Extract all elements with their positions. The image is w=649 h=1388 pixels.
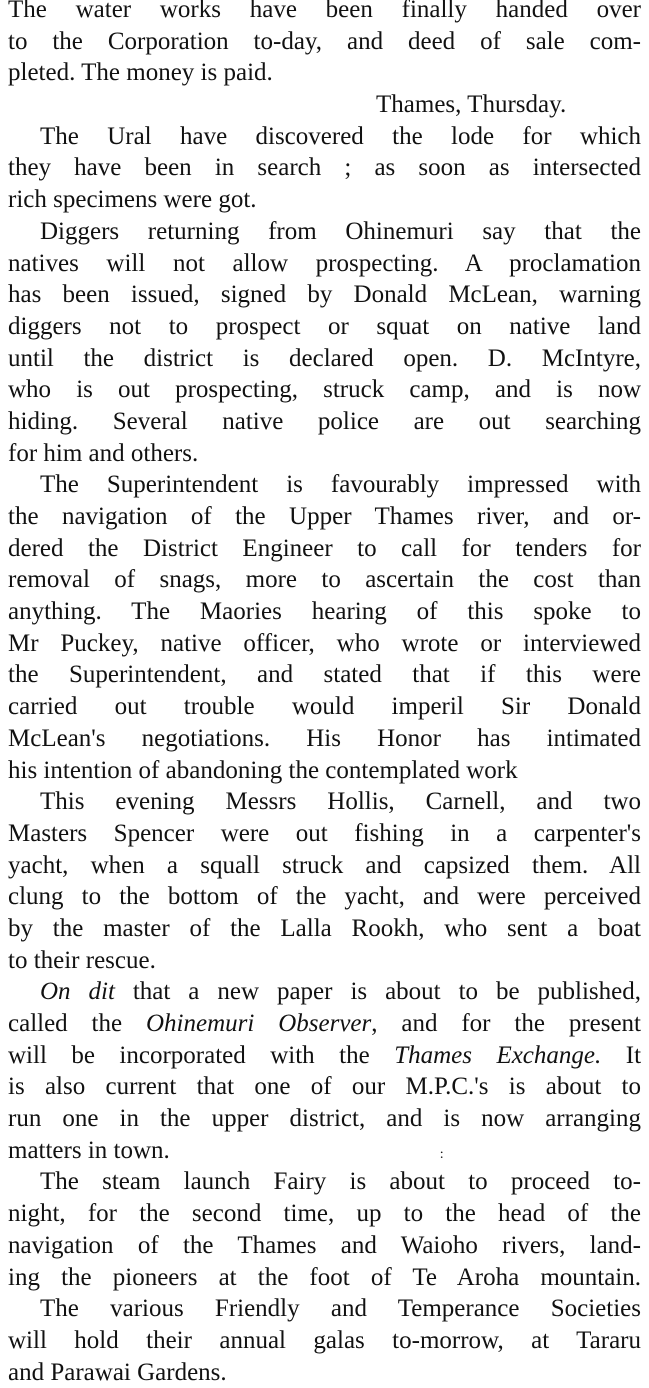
text-line: [8, 628, 641, 660]
text-line: [8, 1040, 641, 1072]
text-segment: McLean's negotiations. His Honor has intimated: [8, 724, 641, 752]
text-segment: dered the District Engineer to call for tenders for: [8, 534, 641, 562]
paragraph-societies: [8, 1293, 641, 1388]
text-line: [8, 1166, 641, 1198]
text-line: [8, 1008, 641, 1040]
text-line: [8, 945, 641, 977]
paragraph-ohinemuri-diggers: [8, 216, 641, 470]
text-segment: The steam launch Fairy is about to proceed to-: [40, 1168, 641, 1196]
text-line: [8, 184, 641, 216]
text-line: [8, 469, 641, 501]
text-segment: called the: [8, 1010, 146, 1037]
text-line: [8, 691, 641, 723]
text-segment: the Superintendent, and stated that if this were: [8, 661, 641, 689]
stray-mark: :: [439, 1146, 444, 1162]
text-segment: matters in town.: [8, 1136, 170, 1164]
text-segment: Masters Spencer were out fishing in a carpenter's: [8, 819, 641, 847]
text-segment: The water works have been finally handed over: [8, 0, 641, 23]
text-segment: natives will not allow prospecting. A proclamation: [8, 249, 641, 277]
newspaper-column: [8, 0, 641, 1388]
paragraph-water-works: [8, 0, 641, 89]
text-segment: will hold their annual galas to-morrow, at Tararu: [8, 1326, 641, 1354]
text-segment: is also current that one of our M.P.C.'s is about to: [8, 1073, 641, 1101]
text-segment: It: [601, 1041, 642, 1069]
text-line: [8, 596, 641, 628]
text-line: [8, 121, 641, 153]
text-line: [8, 1135, 641, 1167]
text-segment: pleted. The money is paid.: [8, 59, 273, 87]
text-segment: hiding. Several native police are out searching: [8, 407, 641, 435]
text-line: [8, 26, 641, 58]
text-line: [8, 501, 641, 533]
text-line: [8, 152, 641, 184]
text-line: [8, 1230, 641, 1262]
italic-text: Ohinemuri Observer: [146, 1010, 372, 1037]
text-line: [8, 0, 641, 26]
text-segment: to the Corporation to-day, and deed of sale com-: [8, 27, 641, 55]
text-line: [8, 279, 641, 311]
text-segment: anything. The Maories hearing of this spoke to: [8, 598, 641, 626]
paragraph-fishing: [8, 786, 641, 976]
text-segment: will be incorporated with the: [8, 1041, 395, 1069]
text-line: [8, 881, 641, 913]
text-segment: rich specimens were got.: [8, 186, 257, 214]
text-segment: run one in the upper district, and is now arranging: [8, 1105, 641, 1133]
text-line: [8, 216, 641, 248]
text-segment: night, for the second time, up to the head of the: [8, 1200, 641, 1228]
text-line: [8, 533, 641, 565]
paragraph-new-paper: [8, 976, 641, 1166]
text-segment: for him and others.: [8, 439, 199, 467]
text-segment: they have been in search ; as soon as intersected: [8, 154, 641, 182]
paragraph-fairy: [8, 1166, 641, 1293]
text-segment: Diggers returning from Ohinemuri say that the: [40, 217, 641, 245]
text-line: [8, 57, 641, 89]
text-segment: The Ural have discovered the lode for which: [40, 122, 641, 150]
text-segment: who is out prospecting, struck camp, and is now: [8, 376, 641, 404]
text-segment: by the master of the Lalla Rookh, who sent a boat: [8, 914, 641, 942]
text-segment: , and for the present: [371, 1010, 642, 1037]
text-segment: the navigation of the Upper Thames river, and or-: [8, 503, 641, 530]
text-segment: diggers not to prospect or squat on native land: [8, 312, 641, 340]
text-segment: to their rescue.: [8, 946, 156, 974]
text-segment: navigation of the Thames and Waioho rivers, land-: [8, 1231, 641, 1259]
text-segment: has been issued, signed by Donald McLean, warning: [8, 281, 641, 309]
text-line: [8, 659, 641, 691]
text-line: [8, 343, 641, 375]
text-line: [8, 1103, 641, 1135]
text-segment: and Parawai Gardens.: [8, 1358, 227, 1386]
paragraph-superintendent: [8, 469, 641, 786]
text-segment: that a new paper is about to be published,: [114, 978, 641, 1006]
text-segment: clung to the bottom of the yacht, and were perceived: [8, 883, 641, 911]
text-line: [8, 438, 641, 470]
text-line: [8, 1262, 641, 1294]
italic-text: On dit: [40, 978, 115, 1006]
text-line: [8, 311, 641, 343]
text-segment: his intention of abandoning the contemplated work: [8, 756, 518, 784]
text-line: [8, 786, 641, 818]
text-line: [8, 374, 641, 406]
text-segment: Mr Puckey, native officer, who wrote or interviewed: [8, 629, 641, 657]
text-line: [8, 818, 641, 850]
text-segment: yacht, when a squall struck and capsized them. All: [8, 851, 641, 879]
text-line: [8, 248, 641, 280]
text-line: [8, 755, 641, 787]
text-line: [8, 913, 641, 945]
text-line: [8, 850, 641, 882]
text-segment: removal of snags, more to ascertain the cost than: [8, 566, 641, 594]
text-segment: This evening Messrs Hollis, Carnell, and two: [40, 788, 641, 816]
text-line: [8, 1071, 641, 1103]
text-line: [8, 723, 641, 755]
text-line: [8, 89, 641, 121]
italic-text: Thames Exchange.: [394, 1041, 602, 1069]
text-line: [8, 1198, 641, 1230]
text-segment: until the district is declared open. D. McIntyre,: [8, 344, 641, 372]
text-line: [8, 1293, 641, 1325]
paragraph-ural: [8, 121, 641, 216]
text-line: [8, 1325, 641, 1357]
text-segment: The Superintendent is favourably impressed with: [40, 471, 641, 499]
text-line: [8, 564, 641, 596]
text-segment: Thames, Thursday.: [376, 91, 567, 119]
text-segment: The various Friendly and Temperance Societies: [40, 1295, 641, 1323]
text-segment: carried out trouble would imperil Sir Donald: [8, 693, 641, 721]
text-segment: ing the pioneers at the foot of Te Aroha mountain.: [8, 1263, 641, 1291]
paragraph-dateline: [8, 89, 641, 121]
text-line: [8, 406, 641, 438]
text-line: [8, 1357, 641, 1388]
text-line: [8, 976, 641, 1008]
